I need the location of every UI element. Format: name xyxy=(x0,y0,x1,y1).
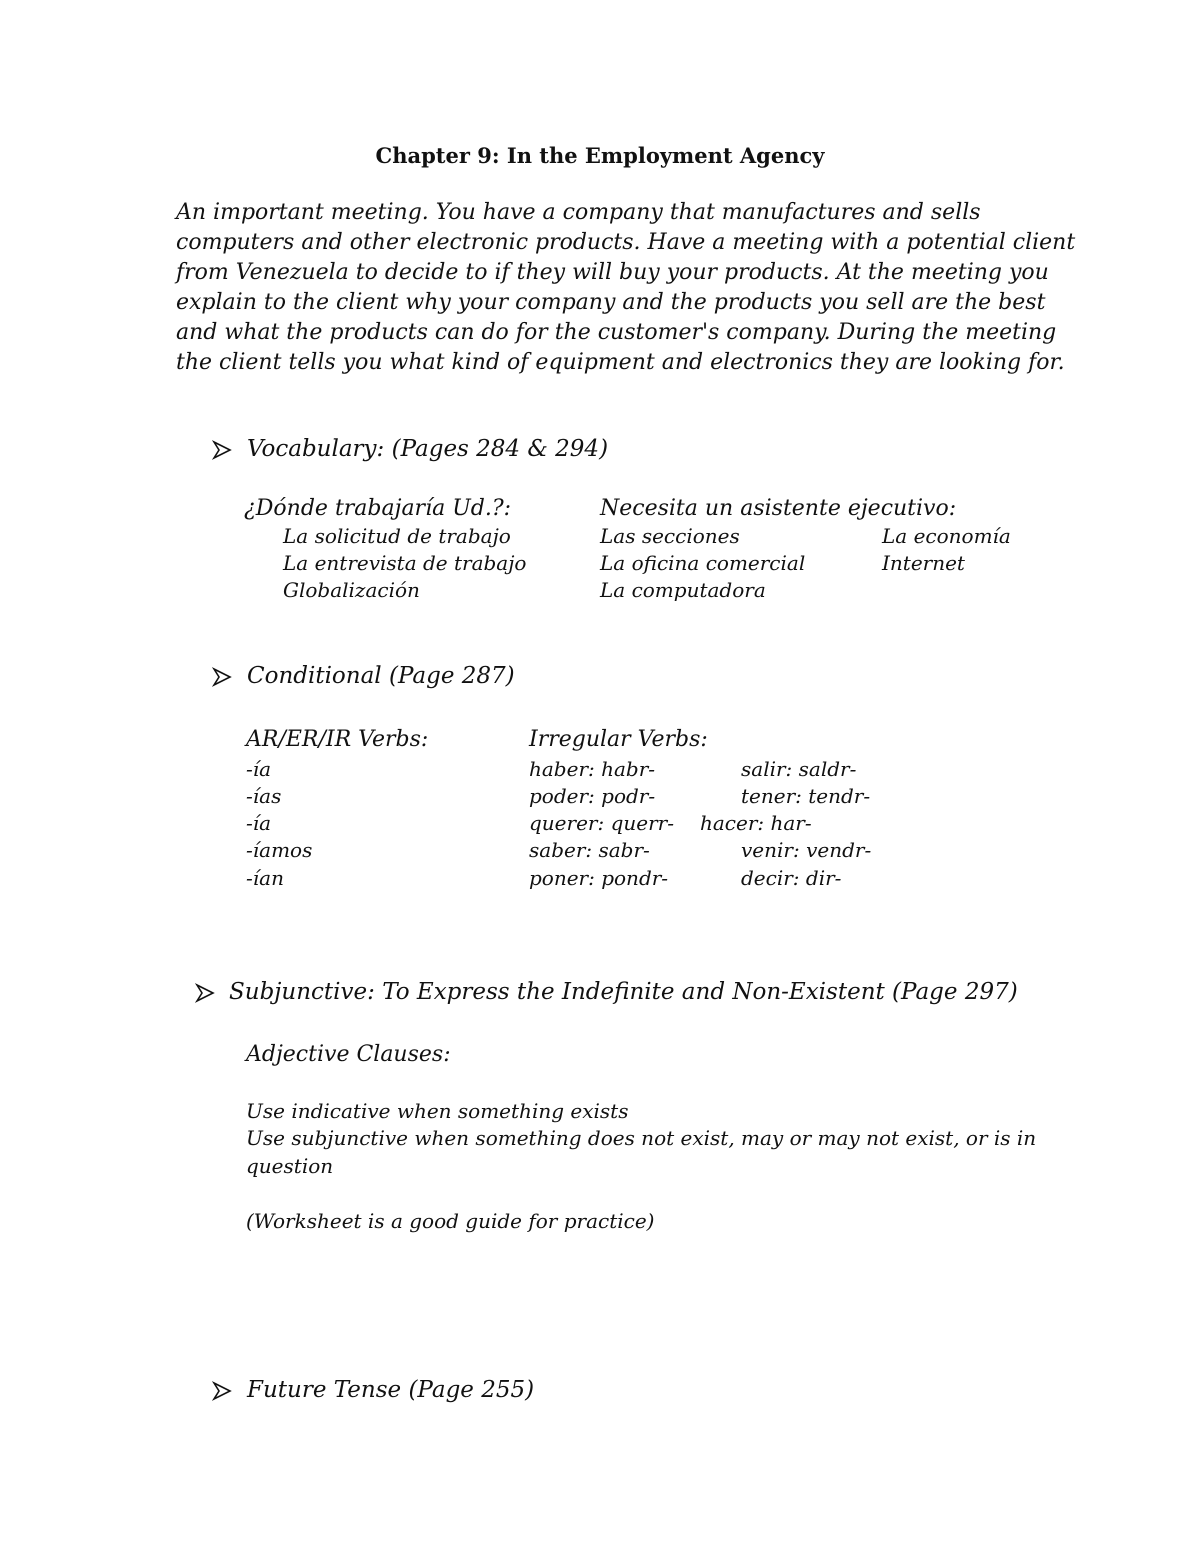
vocab-col2-title: Necesita un asistente ejecutivo: xyxy=(600,496,957,521)
vocab-item: Globalización xyxy=(283,578,420,602)
irregular-verb: venir: vendr- xyxy=(741,838,872,862)
intro-line: explain to the client why your company and the products you sell are the best xyxy=(176,290,1046,315)
irregular-verb: poner: pondr- xyxy=(529,866,669,890)
arrow-bullet-icon xyxy=(195,983,215,1003)
intro-line: the client tells you what kind of equipment and electronics they are looking for. xyxy=(176,350,1065,375)
arrow-bullet-icon xyxy=(212,440,232,460)
vocab-item: La oficina comercial xyxy=(600,551,806,575)
regular-verbs-title: AR/ER/IR Verbs: xyxy=(246,727,429,752)
rule-text: question xyxy=(246,1154,334,1178)
conditional-heading: Conditional (Page 287) xyxy=(247,663,515,689)
rule-text: Use indicative when something exists xyxy=(246,1099,629,1123)
verb-ending: -ías xyxy=(246,784,282,808)
arrow-bullet-icon xyxy=(212,667,232,687)
intro-line: and what the products can do for the customer's company. During the meeting xyxy=(176,320,1057,345)
verb-ending: -ía xyxy=(246,757,272,781)
intro-line: from Venezuela to decide to if they will buy your products. At the meeting you xyxy=(176,260,1049,285)
irregular-verb: hacer: har- xyxy=(700,811,812,835)
vocab-item: Internet xyxy=(882,551,965,575)
rule-text: Use subjunctive when something does not exist, may or may not exist, or is in xyxy=(246,1126,1037,1150)
intro-paragraph xyxy=(176,198,1076,378)
irregular-verb: saber: sabr- xyxy=(529,838,650,862)
arrow-bullet-icon xyxy=(212,1381,232,1401)
intro-line: computers and other electronic products. Have a meeting with a potential client xyxy=(176,230,1076,255)
irregular-verb: decir: dir- xyxy=(741,866,842,890)
irregular-verb: querer: querr- xyxy=(529,811,674,835)
irregular-verb: poder: podr- xyxy=(529,784,656,808)
vocab-item: La economía xyxy=(882,524,1011,548)
verb-ending: -ían xyxy=(246,866,284,890)
practice-note: (Worksheet is a good guide for practice) xyxy=(246,1209,655,1233)
page-title: Chapter 9: In the Employment Agency xyxy=(375,143,825,168)
verb-ending: -íamos xyxy=(246,838,313,862)
vocab-item: Las secciones xyxy=(600,524,740,548)
irregular-verb: tener: tendr- xyxy=(741,784,871,808)
intro-line: An important meeting. You have a company that manufactures and sells xyxy=(176,200,981,225)
adjective-clauses-heading: Adjective Clauses: xyxy=(246,1042,451,1067)
future-heading: Future Tense (Page 255) xyxy=(247,1377,535,1403)
verb-ending: -ía xyxy=(246,811,272,835)
vocab-item: La solicitud de trabajo xyxy=(283,524,511,548)
vocab-item: La computadora xyxy=(600,578,766,602)
vocab-item: La entrevista de trabajo xyxy=(283,551,527,575)
irregular-verb: haber: habr- xyxy=(529,757,656,781)
irregular-verb: salir: saldr- xyxy=(741,757,857,781)
irregular-verbs-title: Irregular Verbs: xyxy=(529,727,708,752)
vocab-col1-title: ¿Dónde trabajaría Ud.?: xyxy=(244,496,512,521)
vocabulary-heading: Vocabulary: (Pages 284 & 294) xyxy=(247,436,609,462)
subjunctive-heading: Subjunctive: To Express the Indefinite and Non-Existent (Page 297) xyxy=(229,979,1018,1005)
